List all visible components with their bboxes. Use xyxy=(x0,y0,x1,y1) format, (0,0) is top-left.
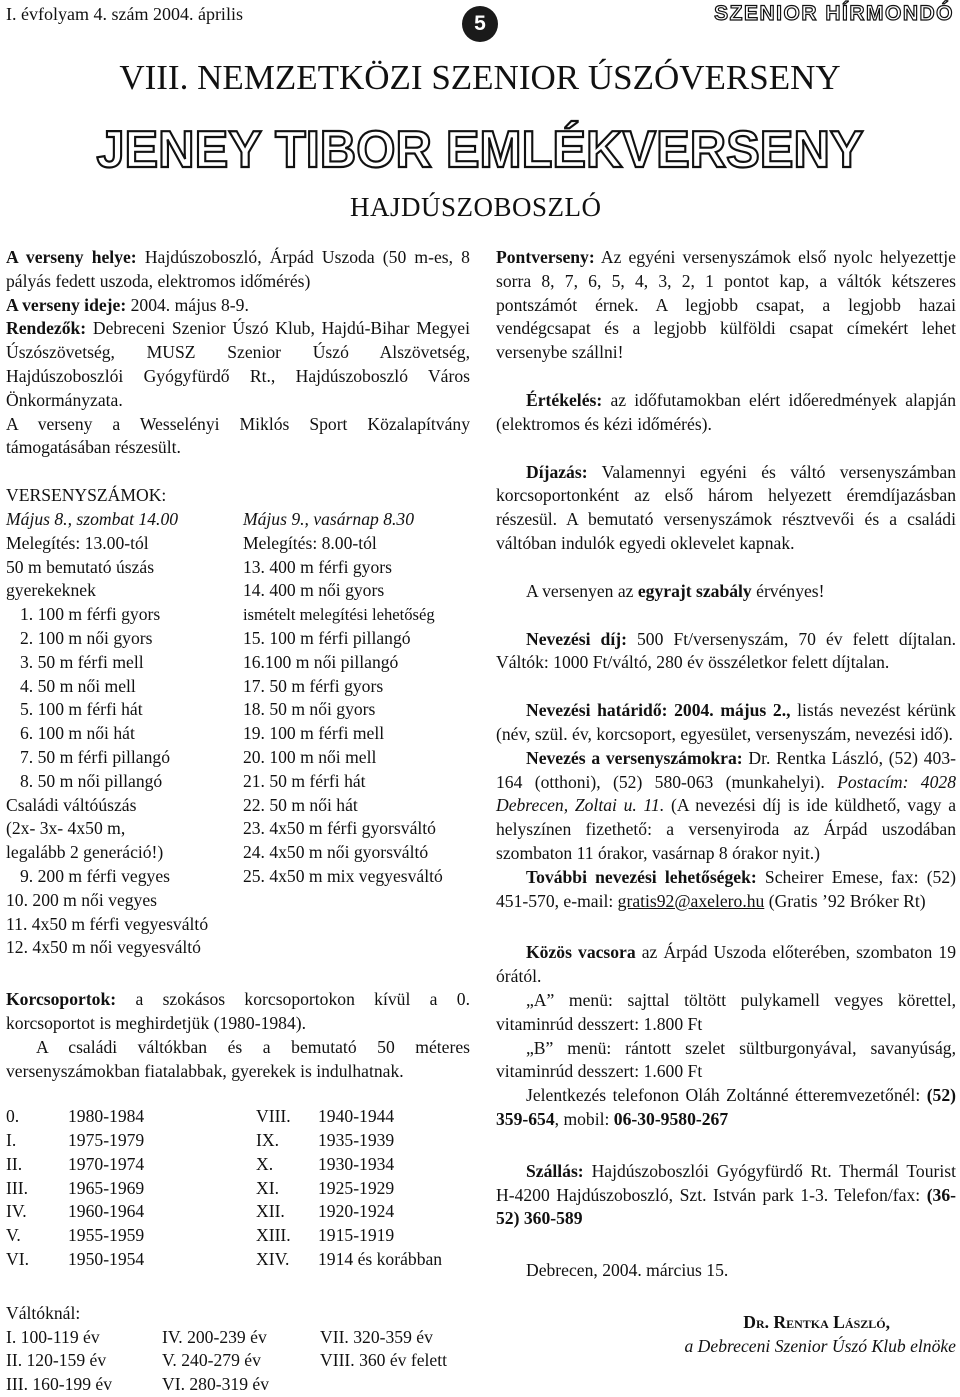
signer-name: Dr. Rentka László, xyxy=(743,1311,890,1332)
page-number: 5 xyxy=(462,6,498,42)
event-item: 7. 50 m férfi pillangó xyxy=(20,746,171,767)
left-column xyxy=(6,246,470,1397)
event-item: 10. 200 m női vegyes xyxy=(6,889,157,910)
event-item: 6. 100 m női hát xyxy=(20,723,135,744)
fee-paragraph xyxy=(496,628,956,676)
place-date: Debrecen, 2004. március 15. xyxy=(526,1260,729,1281)
fee-label: Nevezési díj: xyxy=(526,628,627,649)
menu-b: „B” menü: rántott szelet sültburgonyával, savanyúság, vitaminrúd desszert: 1.600 Ft xyxy=(496,1037,956,1082)
event-item: 17. 50 m férfi gyors xyxy=(242,675,384,696)
relay-row: I. 100-119 év IV. 200-239 év VII. 320-359 év xyxy=(6,1326,433,1347)
email-link[interactable]: gratis92@axelero.hu xyxy=(617,890,765,911)
age-row: III. 1965-1969 XI. 1925-1929 xyxy=(6,1177,395,1198)
menu-a: „A” menü: sajttal töltött pulykamell vegyes körettel, vitaminrúd desszert: 1.800 Ft xyxy=(496,989,956,1034)
rule-paragraph: A versenyen az egyrajt szabály érvényes! xyxy=(526,580,825,601)
organizers-label: Rendezők: xyxy=(6,318,87,339)
events-table xyxy=(6,508,470,960)
event-item: 9. 200 m férfi vegyes xyxy=(20,865,170,886)
event-item: 3. 50 m férfi mell xyxy=(20,651,144,672)
age-groups-table xyxy=(6,1105,470,1272)
eval-text: az időfutamokban elért időeredmények alapján (elektromos és kézi időmérés). xyxy=(496,389,956,434)
deadline-label: Nevezési határidő: 2004. május 2., xyxy=(526,700,791,721)
family-relay-2: (2x- 3x- 4x50 m, xyxy=(6,818,126,839)
day1-demo-2: gyerekeknek xyxy=(6,580,96,601)
age-note: A családi váltókban és a bemutató 50 méteres versenyszámokban fiatalabbak, gyerekek is indulhatnak. xyxy=(6,1036,470,1081)
lodging-paragraph: Szállás: Hajdúszoboszlói Gyógyfürdő Rt. Thermál Tourist H-4200 Hajdúszoboszló, Szt. István park 1-3. Telefon/fax: (36-52) 360-589 xyxy=(496,1160,956,1229)
issue-info: I. évfolyam 4. szám 2004. április xyxy=(6,4,243,24)
points-paragraph xyxy=(496,246,956,365)
awards-text: Valamennyi egyéni és váltó versenyszámban korcsoportonként az első három helyezett éremdíjazásban részesül. A bemutató versenyszámok résztvevői és a családi váltóban indulók egyedi oklevelet kapnak. xyxy=(496,461,956,553)
date-text: 2004. május 8-9. xyxy=(126,294,249,315)
organizers-text: Debreceni Szenior Úszó Klub, Hajdú-Bihar Megyei Úszószövetség, MUSZ Szenior Úszó Alszövetség, Hajdúszoboszlói Gyógyfürdő Rt., Hajdúszoboszló Város Önkormányzata. xyxy=(6,318,470,410)
relay-groups-table xyxy=(6,1326,470,1397)
day2-warmup: Melegítés: 8.00-tól xyxy=(242,532,377,553)
deadline-paragraph xyxy=(496,699,956,747)
venue-label: A verseny helye: xyxy=(6,247,137,267)
age-row: 0. 1980-1984 VIII. 1940-1944 xyxy=(6,1106,395,1127)
dinner-paragraph: Közös vacsora az Árpád Uszoda előterében, szombaton 19 órától. xyxy=(496,942,956,987)
lodging-label: Szállás: xyxy=(526,1160,584,1181)
age-text: a szokásos korcsoportokon kívül a 0. korcsoportot is meghirdetjük (1980-1984). xyxy=(6,989,470,1033)
event-item: 25. 4x50 m mix vegyesváltó xyxy=(242,865,443,886)
dinner-label: Közös vacsora xyxy=(526,942,636,963)
postal-address: Postacím: 4028 Debrecen, Zoltai u. 11. xyxy=(496,771,956,816)
fee-text: 500 Ft/versenyszám, 70 év felett díjtalan. Váltók: 1000 Ft/váltó, 280 év összéletkor felett díjtalan. xyxy=(496,628,957,673)
day1-events xyxy=(6,508,243,960)
event-item: 1. 100 m férfi gyors xyxy=(20,604,161,625)
event-item: 2. 100 m női gyors xyxy=(20,627,153,648)
events-title: VERSENYSZÁMOK: xyxy=(6,485,167,506)
event-item: 8. 50 m női pillangó xyxy=(20,770,163,791)
event-item: 23. 4x50 m férfi gyorsváltó xyxy=(242,818,436,839)
awards-paragraph xyxy=(496,461,956,556)
day2-events xyxy=(243,508,470,960)
masthead: SZENIOR HÍRMONDÓ xyxy=(714,2,954,25)
event-item: 13. 400 m férfi gyors xyxy=(242,556,392,577)
day1-warmup: Melegítés: 13.00-tól xyxy=(6,532,149,553)
title-line-1: VIII. NEMZETKÖZI SZENIOR ÚSZÓVERSENY xyxy=(119,58,841,97)
day1-heading: Május 8., szombat 14.00 xyxy=(6,508,179,529)
date-paragraph xyxy=(6,294,470,318)
event-item: 19. 100 m férfi mell xyxy=(242,723,385,744)
right-column xyxy=(496,246,956,1358)
support-paragraph: A verseny a Wesselényi Miklós Sport Közalapítvány támogatásában részesült. xyxy=(6,413,470,458)
points-label: Pontverseny: xyxy=(496,247,595,267)
relay-row: II. 120-159 év V. 240-279 év VIII. 360 év felett xyxy=(6,1350,448,1371)
age-row: IV. 1960-1964 XII. 1920-1924 xyxy=(6,1201,395,1222)
event-item: 5. 100 m férfi hát xyxy=(20,699,143,720)
lodging-phone: (36-52) 360-589 xyxy=(496,1184,956,1229)
title-line-2: JENEY TIBOR EMLÉKVERSENY xyxy=(96,121,864,179)
relay-row: III. 160-199 év VI. 280-319 év xyxy=(6,1374,270,1395)
age-paragraph xyxy=(6,988,470,1036)
event-item: 21. 50 m férfi hát xyxy=(242,770,366,791)
venue-text: Hajdúszoboszló, Árpád Uszoda (50 m-es, 8 pályás fedett uszoda, elektromos időmérés) xyxy=(6,247,470,291)
age-label: Korcsoportok: xyxy=(6,989,117,1010)
relay-title: Váltóknál: xyxy=(6,1302,81,1323)
date-label: A verseny ideje: xyxy=(6,294,127,315)
age-row: V. 1955-1959 XIII. 1915-1919 xyxy=(6,1225,395,1246)
event-item: 15. 100 m férfi pillangó xyxy=(242,627,411,648)
event-item: 4. 50 m női mell xyxy=(20,675,136,696)
event-item: 11. 4x50 m férfi vegyesváltó xyxy=(6,913,209,934)
event-item: 18. 50 m női gyors xyxy=(242,699,376,720)
eval-paragraph xyxy=(496,389,956,437)
day1-demo-1: 50 m bemutató úszás xyxy=(6,556,155,577)
deadline-text: listás nevezést kérünk (név, szül. év, korcsoport, egyesület, versenyszám, nevezési idő). xyxy=(496,700,956,744)
event-item: 24. 4x50 m női gyorsváltó xyxy=(242,842,429,863)
entry-label: Nevezés a versenyszámokra: xyxy=(526,747,743,768)
age-row: I. 1975-1979 IX. 1935-1939 xyxy=(6,1130,395,1151)
event-item: 12. 4x50 m női vegyesváltó xyxy=(6,937,201,958)
rule-bold: egyrajt szabály xyxy=(637,580,752,601)
event-item: 20. 100 m női mell xyxy=(242,746,377,767)
awards-label: Díjazás: xyxy=(526,461,588,482)
warmup-again: ismételt melegítési lehetőség xyxy=(242,605,435,625)
family-relay-1: Családi váltóúszás xyxy=(6,794,137,815)
event-item: 16.100 m női pillangó xyxy=(242,651,399,672)
event-item: 22. 50 m női hát xyxy=(242,794,358,815)
signer-title: a Debreceni Szenior Úszó Klub elnöke xyxy=(684,1335,956,1356)
apply-mobile: 06-30-9580-267 xyxy=(613,1108,729,1129)
day2-heading: Május 9., vasárnap 8.30 xyxy=(242,508,414,529)
more-entry-paragraph: További nevezési lehetőségek: Scheirer Emese, fax: (52) 451-570, e-mail: gratis92@axelero.hu (Gratis ’92 Bróker Rt) xyxy=(496,866,957,911)
venue-paragraph xyxy=(6,246,470,294)
apply-paragraph: Jelentkezés telefonon Oláh Zoltánné étteremvezetőnél: (52) 359-654, mobil: 06-30-9580-267 xyxy=(496,1085,956,1129)
apply-phone: (52) 359-654 xyxy=(496,1085,956,1129)
title-line-3: HAJDÚSZOBOSZLÓ xyxy=(350,192,602,222)
more-label: További nevezési lehetőségek: xyxy=(526,866,757,887)
organizers-paragraph xyxy=(6,317,470,412)
event-item: 14. 400 m női gyors xyxy=(242,580,385,601)
age-row: VI. 1950-1954 XIV. 1914 és korábban xyxy=(6,1249,443,1270)
points-text: Az egyéni versenyszámok első nyolc helyezettje sorra 8, 7, 6, 5, 4, 3, 2, 1 pontot kap, a váltók kétszeres pontszámót érnek. A legjobb csapat, a legjobb hazai vendégcsapat és a legjobb külföldi csapat címekért lehet versenybe szállni! xyxy=(496,247,956,363)
eval-label: Értékelés: xyxy=(526,389,603,410)
age-row: II. 1970-1974 X. 1930-1934 xyxy=(6,1153,395,1174)
family-relay-3: legalább 2 generáció!) xyxy=(6,842,164,863)
entry-paragraph: Nevezés a versenyszámokra: Dr. Rentka László, (52) 403-164 (otthoni), (52) 580-063 (munkahelyi). Postacím: 4028 Debrecen, Zoltai u. 11. (A nevezési díj is ide küldhető, vagy a helyszínen fizethető: a versenyiroda az Árpád uszodában szombaton 11 órakor, vasárnap 8 órakor nyit.) xyxy=(496,747,957,863)
